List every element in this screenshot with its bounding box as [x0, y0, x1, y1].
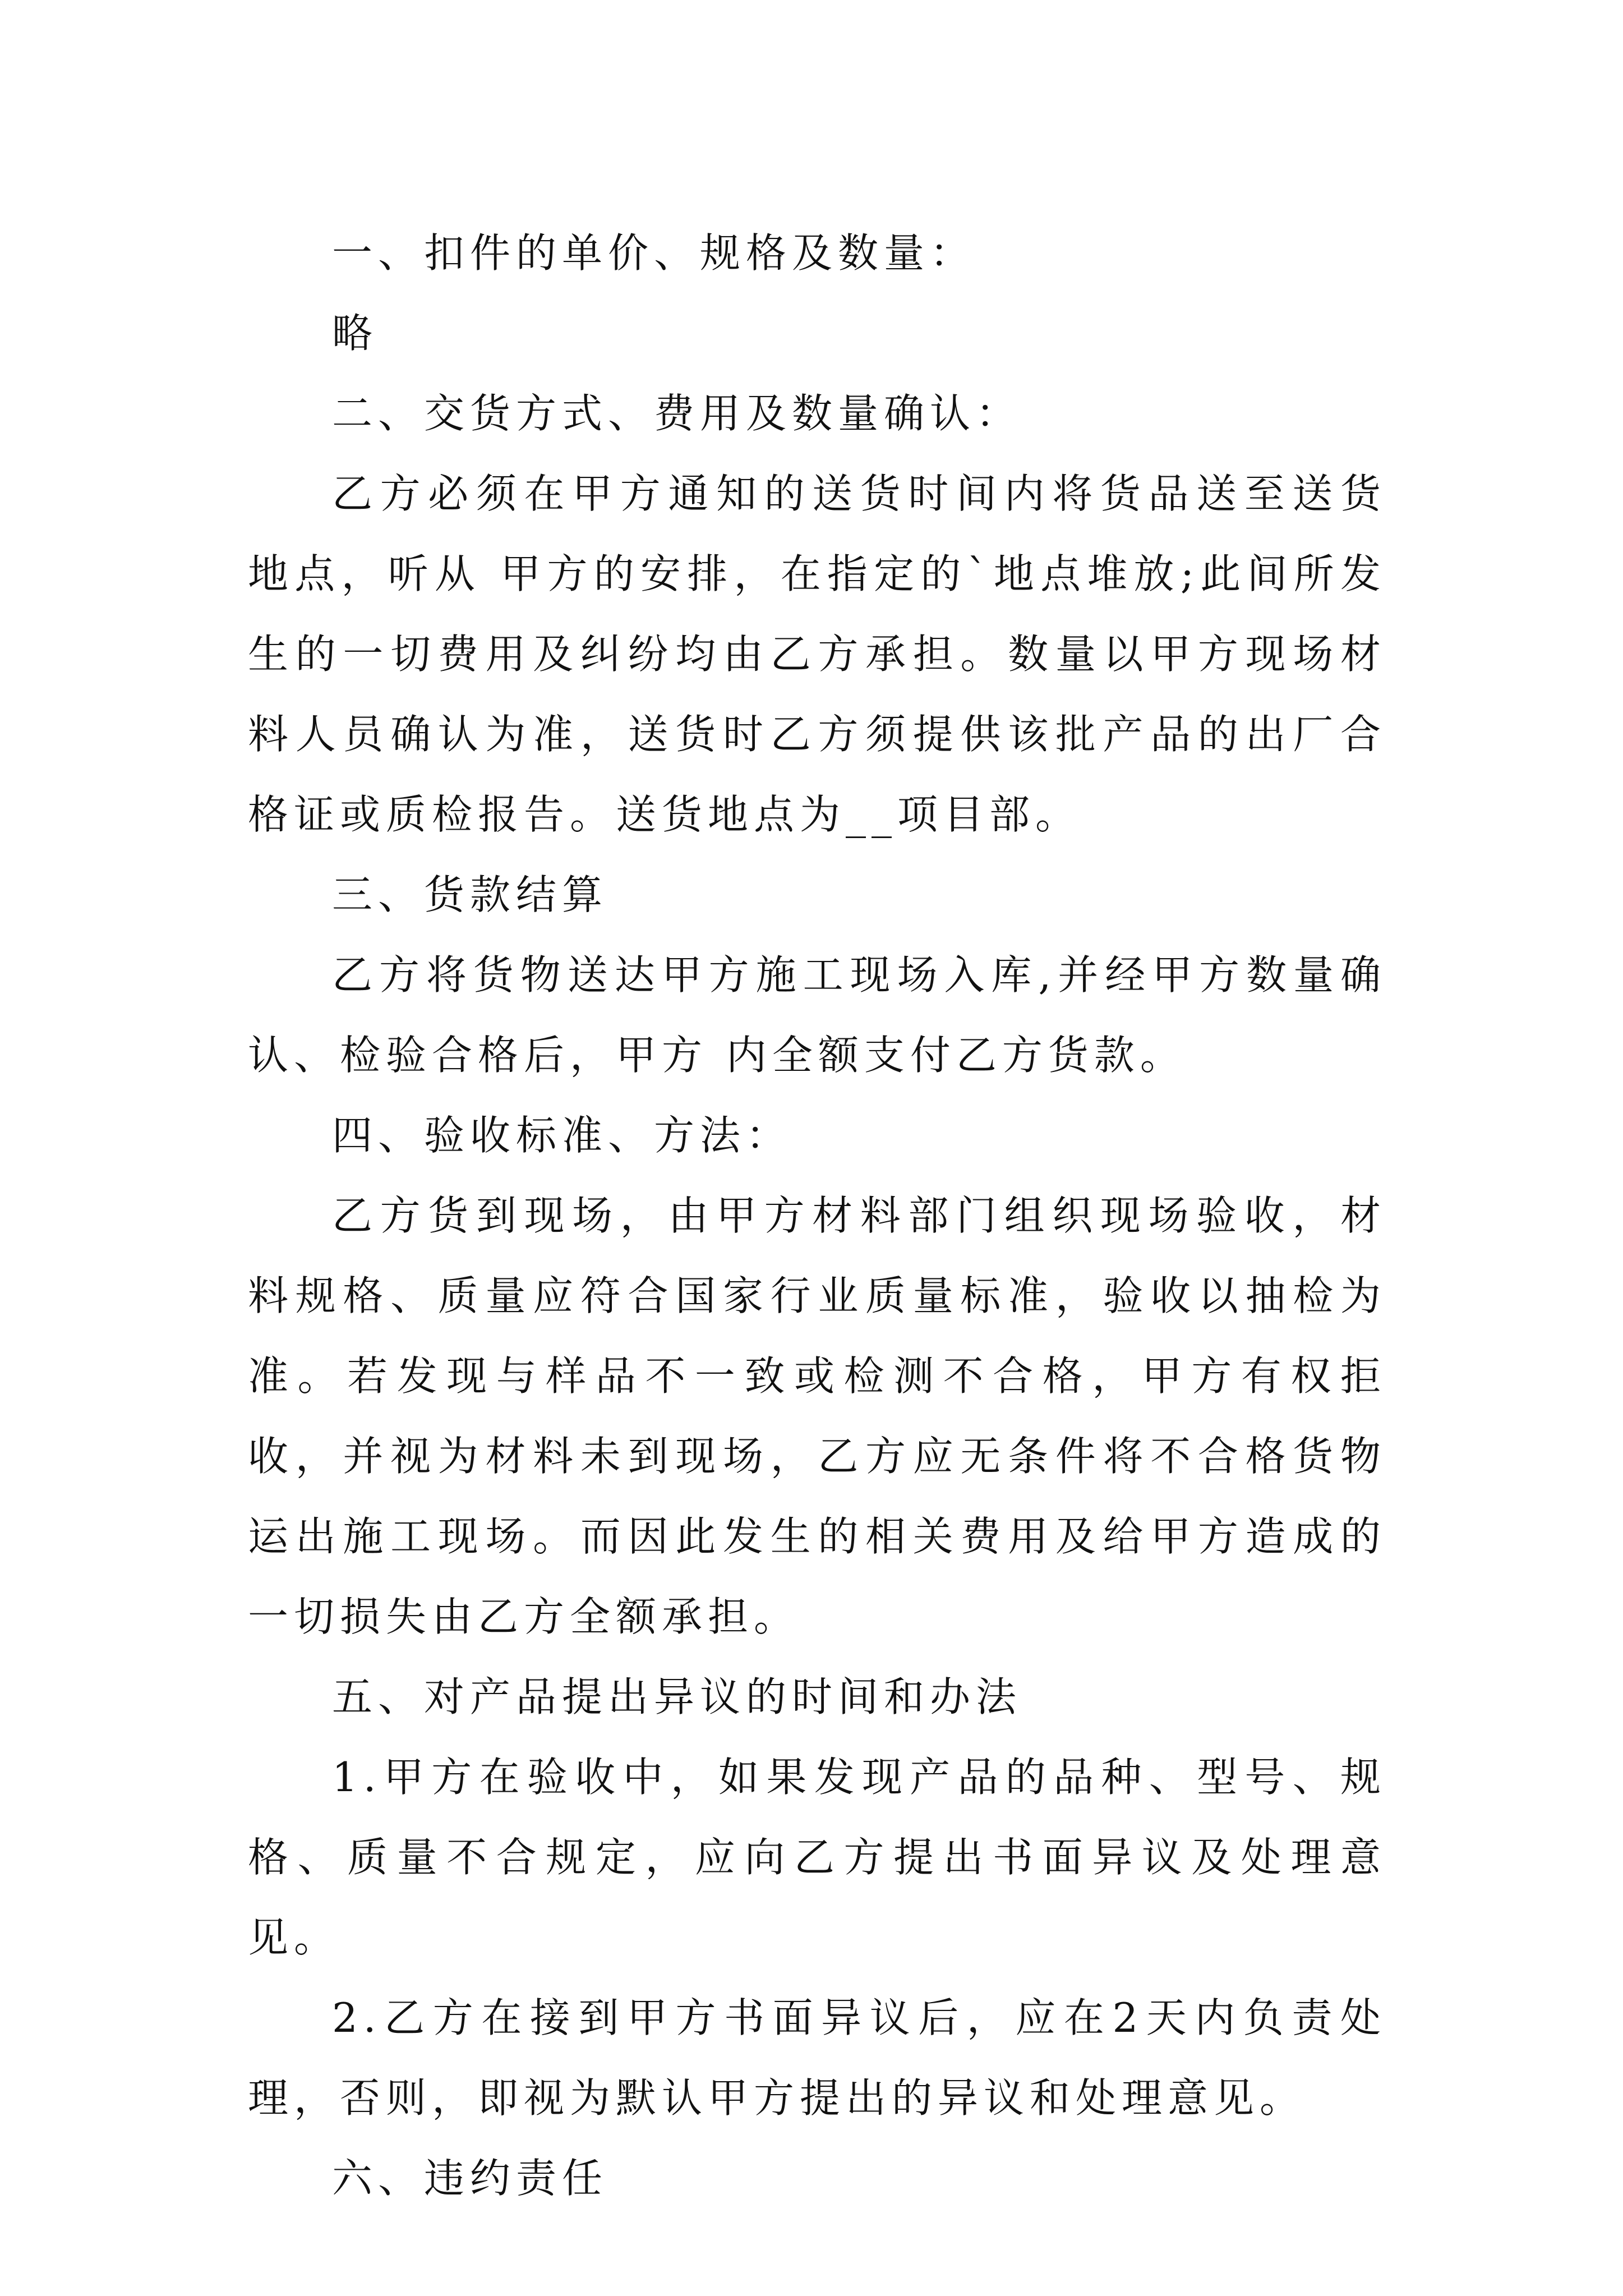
paragraph-objection-1: 1.甲方在验收中，如果发现产品的品种、型号、规格、质量不合规定，应向乙方提出书面异议及处理意见。 [248, 1754, 1386, 1961]
section-heading-6: 六、违约责任 [332, 2155, 608, 2202]
section-heading-3: 三、货款结算 [332, 871, 608, 918]
section-heading-2: 二、交货方式、费用及数量确认： [332, 390, 1022, 437]
paragraph-acceptance: 乙方货到现场，由甲方材料部门组织现场验收，材料规格、质量应符合国家行业质量标准，验收以抽检为准。若发现与样品不一致或检测不合格，甲方有权拒收，并视为材料未到现场，乙方应无条件将不合格货物运出施工现场。而因此发生的相关费用及给甲方造成的一切损失由乙方全额承担。 [248, 1192, 1386, 1640]
document-body [248, 213, 1386, 2219]
paragraph-objection-2: 2.乙方在接到甲方书面异议后，应在2天内负责处理，否则，即视为默认甲方提出的异议和处理意见。 [248, 1994, 1386, 2122]
paragraph-settlement: 乙方将货物送达甲方施工现场入库,并经甲方数量确认、检验合格后，甲方 内全额支付乙方货款。 [248, 951, 1386, 1079]
paragraph-omitted: 略 [332, 310, 379, 357]
section-heading-5: 五、对产品提出异议的时间和办法 [332, 1673, 1022, 1720]
section-heading-4: 四、验收标准、方法： [332, 1112, 792, 1159]
paragraph-delivery: 乙方必须在甲方通知的送货时间内将货品送至送货地点，听从 甲方的安排，在指定的`地点堆放;此间所发生的一切费用及纠纷均由乙方承担。数量以甲方现场材料人员确认为准，送货时乙方须提供该批产品的出厂合格证或质检报告。送货地点为__项目部。 [248, 470, 1386, 838]
section-heading-1: 一、扣件的单价、规格及数量： [332, 229, 976, 277]
